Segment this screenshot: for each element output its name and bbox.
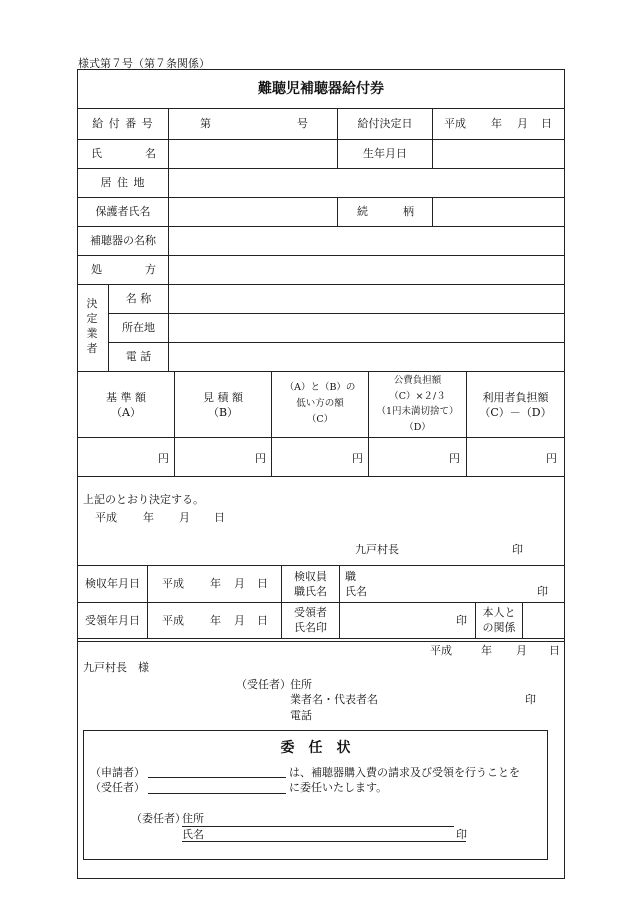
proxy-applicant-line bbox=[148, 777, 286, 778]
juryo-tsuki: 月 bbox=[234, 614, 245, 627]
shimei-label-2: 名 bbox=[145, 147, 156, 160]
kenshuin-label-1: 検収員 bbox=[294, 570, 327, 583]
juryosha-label-2: 氏名印 bbox=[294, 621, 327, 634]
hogosha-label: 保護者氏名 bbox=[95, 205, 151, 218]
vendor-vertical-label: 決 定 業 者 bbox=[86, 297, 98, 355]
kenshu-label: 検収年月日 bbox=[85, 577, 140, 590]
request-tsuki: 月 bbox=[516, 644, 527, 657]
yen-d: 円 bbox=[449, 452, 460, 465]
request-nen: 年 bbox=[481, 644, 492, 657]
form-number: 様式第７号（第７条関係） bbox=[78, 57, 210, 70]
kyufu-kettei-label: 給付決定日 bbox=[357, 117, 413, 130]
amount-c-label-2: 低い方の額 bbox=[296, 398, 344, 409]
proxy-delegate-line bbox=[148, 793, 286, 794]
request-company-label: 業者名・代表者名 bbox=[290, 693, 378, 706]
hochoki-meisho-label: 補聴器の名称 bbox=[90, 234, 156, 247]
shoho-label-1: 処 bbox=[91, 263, 102, 276]
kettei-heisei: 平成 bbox=[444, 117, 466, 130]
vendor-name-label: 名 称 bbox=[125, 292, 152, 305]
decision-seal: 印 bbox=[512, 543, 523, 556]
amount-d-label-4: （D） bbox=[404, 422, 431, 433]
yen-b: 円 bbox=[255, 452, 266, 465]
zokugara-label-1: 続 bbox=[357, 205, 368, 218]
kenshu-tsuki: 月 bbox=[234, 577, 245, 590]
decision-heisei: 平成 bbox=[95, 511, 117, 524]
form-title: 難聴児補聴器給付券 bbox=[258, 81, 384, 97]
proxy-text-2: に委任いたします。 bbox=[289, 781, 388, 794]
amount-c-label-1: （A）と（B）の bbox=[284, 382, 356, 393]
kenshuin-label-2: 職氏名 bbox=[294, 585, 327, 598]
amount-e-label-1: 利用者負担額 bbox=[482, 391, 549, 404]
kettei-nen: 年 bbox=[491, 117, 502, 130]
juryo-seal: 印 bbox=[456, 614, 467, 627]
request-address-label: 住所 bbox=[290, 678, 312, 691]
zokugara-label-2: 柄 bbox=[403, 205, 414, 218]
decision-tsuki: 月 bbox=[179, 511, 190, 524]
kettei-hi: 日 bbox=[541, 117, 552, 130]
amount-d-label-1: 公費負担額 bbox=[393, 375, 442, 386]
request-jyuninsha: （受任者） bbox=[236, 678, 291, 691]
shoku-label: 職 bbox=[345, 570, 356, 583]
juryo-heisei: 平成 bbox=[162, 614, 184, 627]
kyufu-bango-label: 給 付 番 号 bbox=[92, 117, 154, 130]
amount-b-label-2: （B） bbox=[207, 406, 239, 419]
request-addressee: 九戸村長 様 bbox=[83, 661, 149, 674]
request-heisei: 平成 bbox=[430, 644, 452, 657]
seinengappi-label: 生年月日 bbox=[363, 147, 407, 160]
yen-a: 円 bbox=[158, 452, 169, 465]
kenshu-heisei: 平成 bbox=[162, 577, 184, 590]
proxy-seal: 印 bbox=[456, 828, 467, 841]
yen-c: 円 bbox=[352, 452, 363, 465]
proxy-ininsha-label: （委任者） bbox=[131, 812, 186, 825]
kenshu-hi: 日 bbox=[257, 577, 268, 590]
amount-d-label-2: （C）×２/３ bbox=[389, 391, 446, 402]
kenshu-shimei-label: 氏名 bbox=[345, 585, 367, 598]
request-seal: 印 bbox=[525, 693, 536, 706]
vendor-address-label: 所在地 bbox=[122, 321, 155, 334]
proxy-title: 委 任 状 bbox=[280, 740, 351, 756]
dai-label: 第 bbox=[200, 117, 211, 130]
amount-a-label-1: 基 準 額 bbox=[106, 391, 146, 404]
amount-d-label-3: （1円未満切捨て） bbox=[376, 406, 459, 417]
shimei-label-1: 氏 bbox=[91, 147, 102, 160]
juryosha-label-1: 受領者 bbox=[294, 606, 327, 619]
decision-hi: 日 bbox=[214, 511, 225, 524]
proxy-delegate-label: （受任者） bbox=[90, 781, 145, 794]
amount-c-label-3: （C） bbox=[306, 414, 334, 425]
proxy-name-label: 氏名 bbox=[182, 828, 204, 841]
amount-b-label-1: 見 積 額 bbox=[203, 391, 243, 404]
request-phone-label: 電話 bbox=[290, 709, 312, 722]
go-label: 号 bbox=[297, 117, 308, 130]
proxy-name-line bbox=[182, 841, 466, 842]
yen-e: 円 bbox=[546, 452, 557, 465]
request-hi: 日 bbox=[549, 644, 560, 657]
kenshu-seal: 印 bbox=[537, 585, 548, 598]
juryo-nen: 年 bbox=[210, 614, 221, 627]
decision-mayor: 九戸村長 bbox=[355, 543, 399, 556]
decision-text: 上記のとおり決定する。 bbox=[83, 493, 204, 506]
honnin-label-1: 本人と bbox=[482, 606, 516, 619]
proxy-address-label: 住所 bbox=[182, 812, 204, 825]
juryo-label: 受領年月日 bbox=[85, 614, 140, 627]
proxy-applicant-label: （申請者） bbox=[90, 766, 145, 779]
vendor-phone-label: 電 話 bbox=[125, 350, 152, 363]
kyojuchi-label: 居 住 地 bbox=[100, 176, 146, 189]
amount-a-label-2: （A） bbox=[111, 406, 141, 419]
decision-nen: 年 bbox=[143, 511, 154, 524]
honnin-label-2: の関係 bbox=[482, 621, 516, 634]
proxy-address-line bbox=[182, 826, 454, 827]
shoho-label-2: 方 bbox=[145, 263, 156, 276]
kenshu-nen: 年 bbox=[210, 577, 221, 590]
proxy-text-1: は、補聴器購入費の請求及び受領を行うことを bbox=[289, 766, 520, 779]
juryo-hi: 日 bbox=[257, 614, 268, 627]
amount-e-label-2: （C）－（D） bbox=[479, 406, 552, 419]
kettei-tsuki: 月 bbox=[517, 117, 528, 130]
